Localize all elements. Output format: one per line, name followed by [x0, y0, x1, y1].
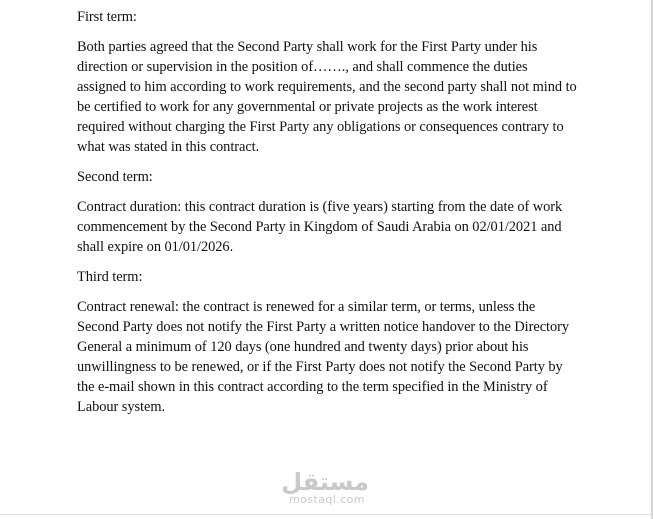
first-term-body: Both parties agreed that the Second Party shall work for the First Party under his direction or supervision in the position of……., and shall commence the duties assigned to him according to work requirements, and the second party shall not mind to be certified to work for any governmental or private projects as the work interest required without charging the First Party any obligations or consequences contrary to what was stated in this contract.: [77, 39, 577, 155]
third-term-body: Contract renewal: the contract is renewed for a similar term, or terms, unless the Second Party does not notify the First Party a written notice handover to the Directory General a minimum of 120 days (one hundred and twenty days) prior about his unwillingness to be renewed, or if the First Party does not notify the Second Party by the e-mail shown in this contract according to the term specified in the Ministry of Labour system.: [77, 299, 570, 415]
watermark-arabic-logo: مستقل: [281, 468, 369, 496]
second-term-heading: Second term:: [77, 169, 153, 185]
second-term-body: Contract duration: this contract duration is (five years) starting from the date of work commencement by the Second Party in Kingdom of Saudi Arabia on 02/01/2021 and shall expire on 01/01/2026.: [77, 199, 563, 255]
watermark-domain: mostaql.com: [289, 493, 365, 506]
third-term-heading: Third term:: [77, 269, 143, 285]
page-bottom-divider: [0, 514, 653, 515]
mostaql-watermark: [281, 468, 369, 506]
first-term-heading: First term:: [77, 9, 137, 25]
